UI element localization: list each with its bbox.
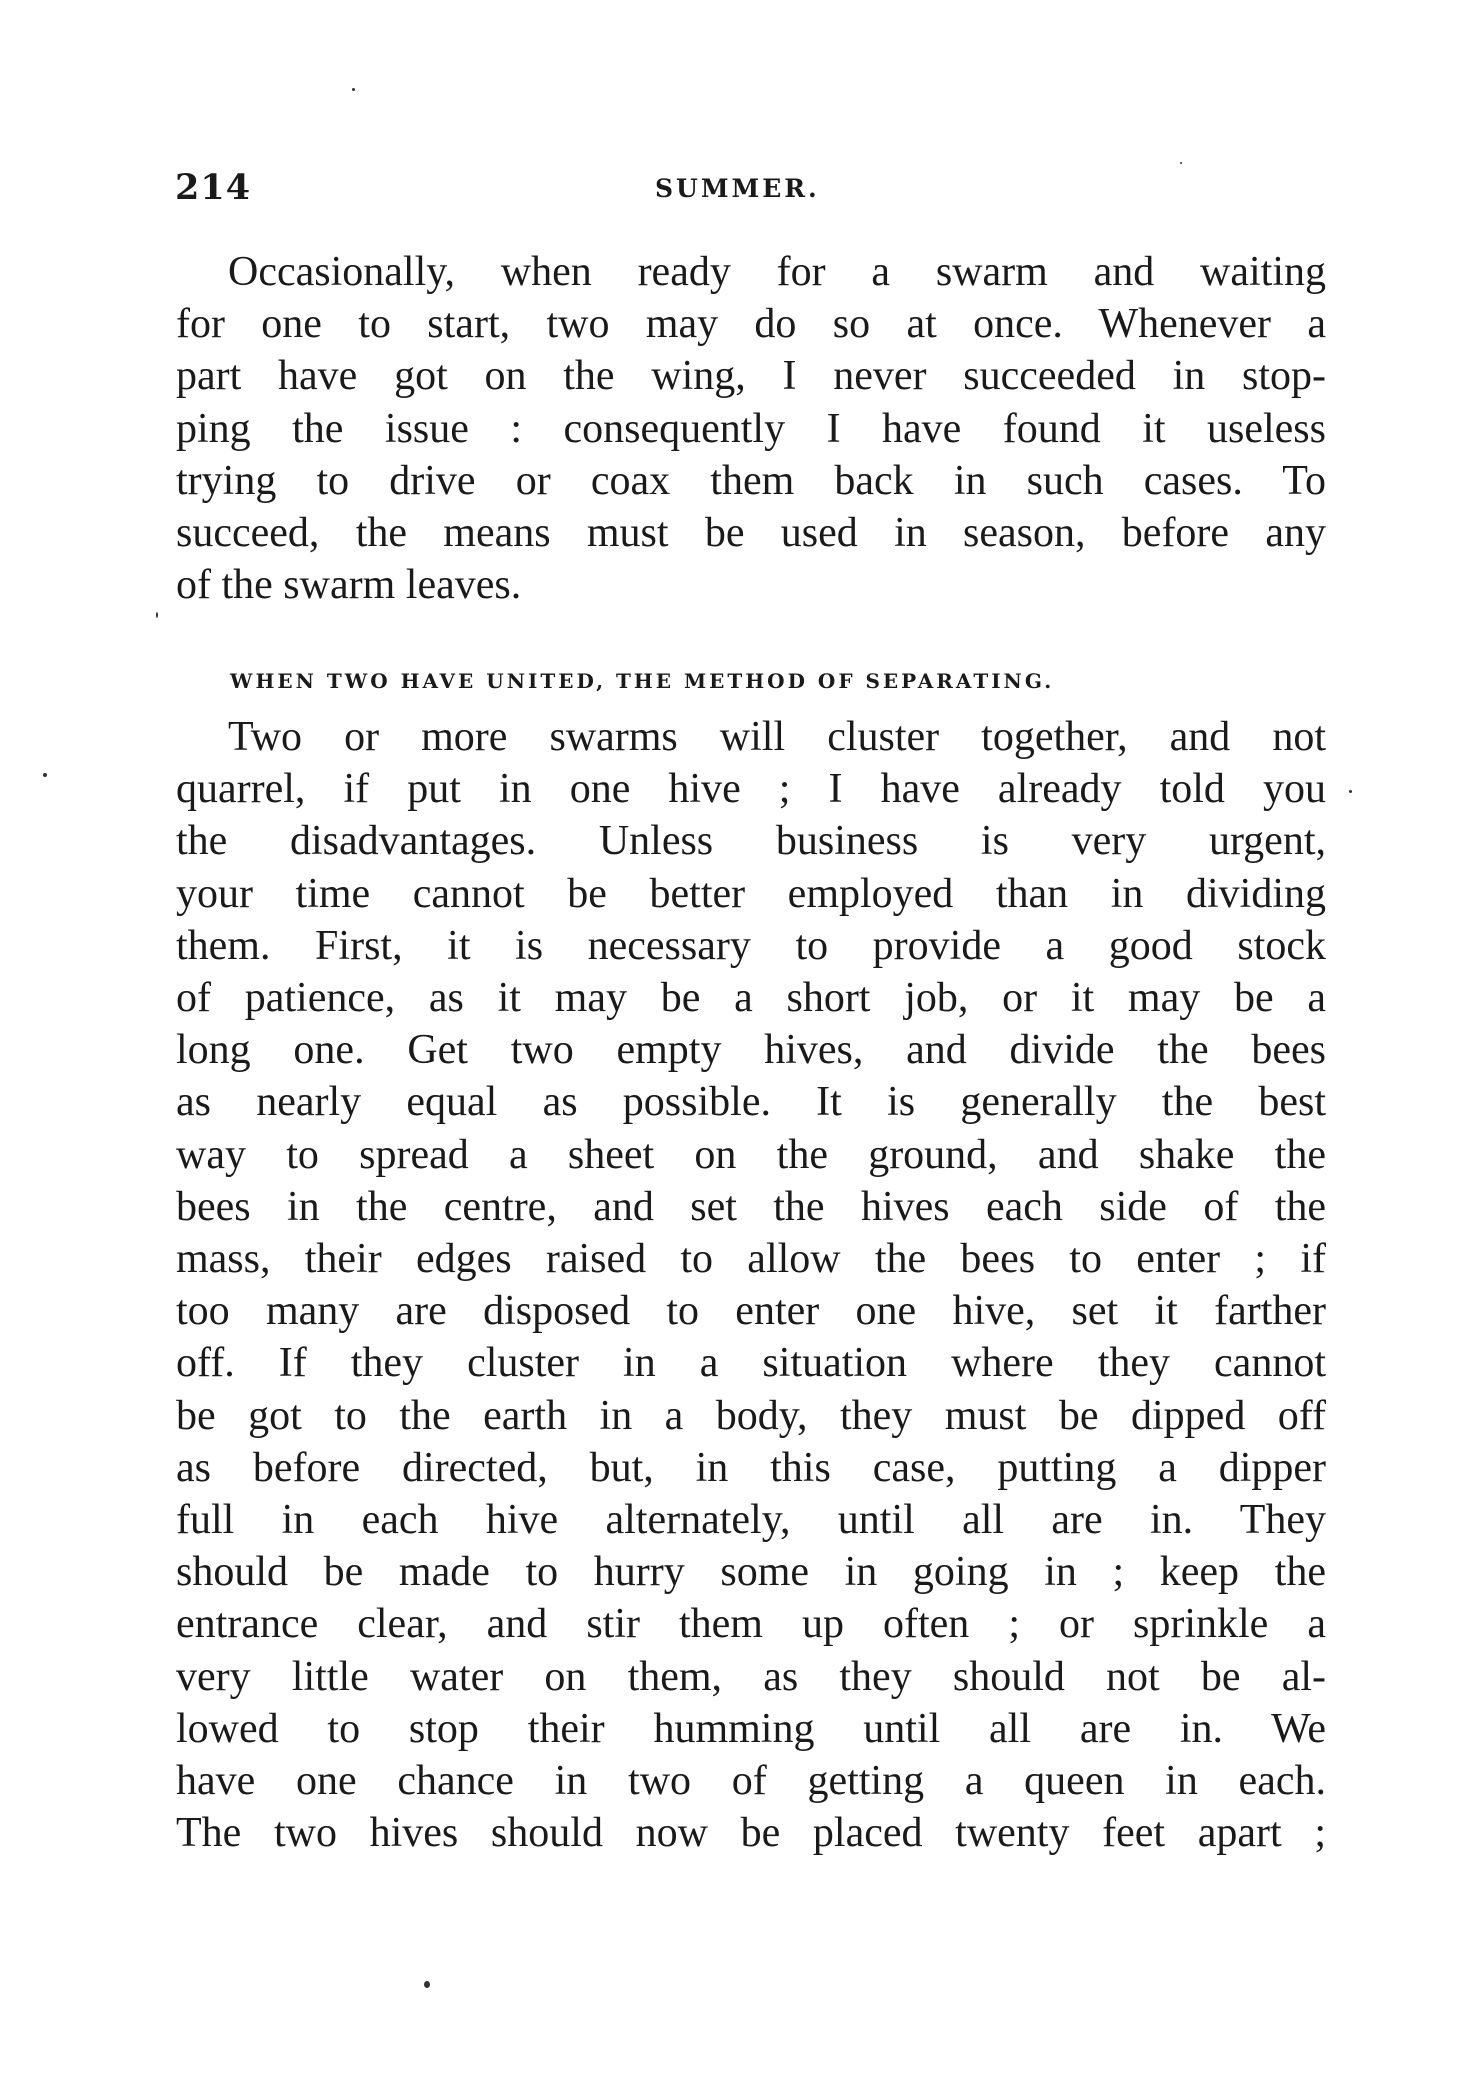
- text-line: as before directed, but, in this case, putting a dipper: [176, 1444, 1326, 1491]
- text-line: should be made to hurry some in going in ; keep the: [176, 1549, 1326, 1596]
- text-line: mass, their edges raised to allow the bees to enter ; if: [176, 1236, 1326, 1283]
- text-line: long one. Get two empty hives, and divide the bees: [176, 1027, 1326, 1074]
- text-line: ping the issue : consequently I have found it useless: [176, 405, 1326, 452]
- text-line: Two or more swarms will cluster together, and not: [228, 714, 1326, 760]
- text-line: entrance clear, and stir them up often ; or sprinkle a: [176, 1601, 1326, 1648]
- text-line: bees in the centre, and set the hives each side of the: [176, 1183, 1326, 1230]
- text-line: of the swarm leaves.: [176, 562, 522, 609]
- paragraph-occasionally: [176, 246, 1326, 611]
- ink-speck: [1349, 790, 1352, 793]
- text-line: lowed to stop their humming until all are in. We: [176, 1705, 1326, 1752]
- text-line: off. If they cluster in a situation where they cannot: [176, 1340, 1326, 1387]
- ink-speck: [424, 1981, 430, 1988]
- ink-speck: [352, 88, 355, 91]
- section-heading: WHEN TWO HAVE UNITED, THE METHOD OF SEPARATING.: [230, 669, 1055, 693]
- ink-speck: [1180, 162, 1182, 164]
- text-line: full in each hive alternately, until all are in. They: [176, 1497, 1326, 1544]
- text-line: have one chance in two of getting a queen in each.: [176, 1758, 1326, 1805]
- running-title: SUMMER.: [655, 174, 820, 203]
- text-line: succeed, the means must be used in season, before any: [176, 510, 1326, 557]
- paragraph-separating: [176, 711, 1326, 1859]
- running-head: [175, 168, 1320, 208]
- ink-speck: [43, 773, 47, 777]
- text-line: your time cannot be better employed than in dividing: [176, 870, 1326, 917]
- ink-speck: [156, 612, 158, 618]
- text-line: part have got on the wing, I never succeeded in stop-: [176, 353, 1326, 400]
- text-line: way to spread a sheet on the ground, and shake the: [176, 1131, 1326, 1178]
- text-line: quarrel, if put in one hive ; I have already told you: [176, 766, 1326, 813]
- text-line: as nearly equal as possible. It is generally the best: [176, 1079, 1326, 1126]
- text-line: The two hives should now be placed twenty feet apart ;: [176, 1810, 1326, 1857]
- text-line: them. First, it is necessary to provide a good stock: [176, 922, 1326, 969]
- text-line: Occasionally, when ready for a swarm and waiting: [228, 249, 1326, 295]
- text-line: for one to start, two may do so at once. Whenever a: [176, 301, 1326, 348]
- page-number: 214: [175, 167, 252, 208]
- text-line: of patience, as it may be a short job, or it may be a: [176, 975, 1326, 1022]
- text-line: the disadvantages. Unless business is very urgent,: [176, 818, 1326, 865]
- text-line: too many are disposed to enter one hive, set it farther: [176, 1288, 1326, 1335]
- text-line: very little water on them, as they should not be al-: [176, 1653, 1326, 1700]
- text-line: trying to drive or coax them back in such cases. To: [176, 457, 1326, 504]
- text-line: be got to the earth in a body, they must be dipped off: [176, 1392, 1326, 1439]
